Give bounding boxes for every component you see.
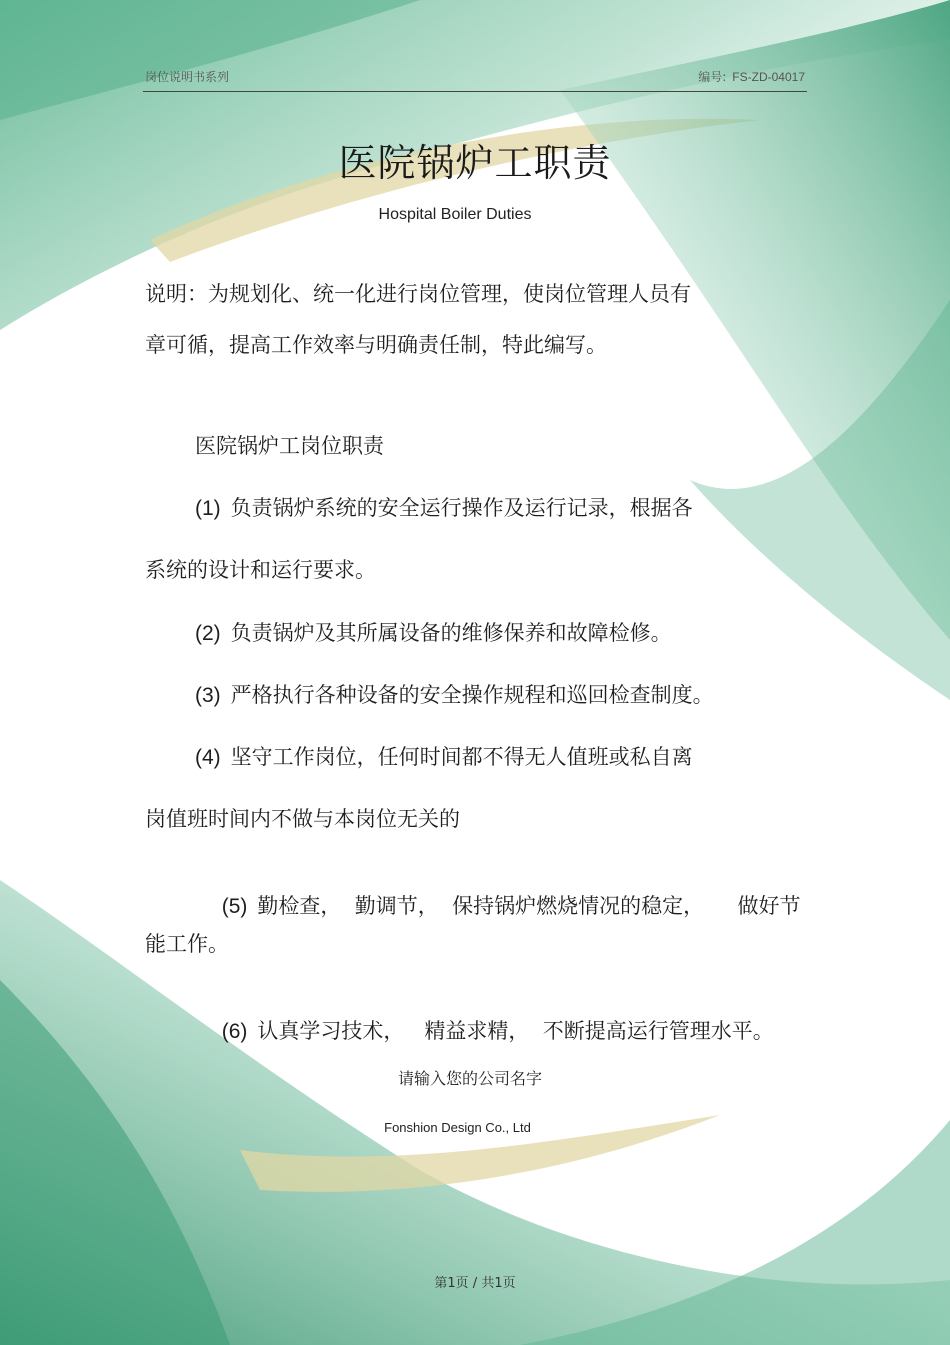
duty-item-3 [195, 679, 714, 709]
header-divider [143, 91, 807, 92]
duty-number: (6) [221, 1020, 248, 1043]
page-footer: 第1页 / 共1页 [434, 1276, 516, 1291]
intro-line-2: 章可循，提高工作效率与明确责任制，特此编写。 [145, 333, 607, 357]
duty-item-2 [195, 617, 672, 647]
duty-item-1-continued: 系统的设计和运行要求。 [145, 558, 376, 582]
document-subtitle: Hospital Boiler Duties [378, 206, 532, 223]
header-series: 岗位说明书系列 [145, 70, 230, 84]
duty-number: (4) [195, 746, 221, 769]
duty-text: 坚守工作岗位，任何时间都不得无人值班或私自离 [230, 745, 693, 769]
company-name-english: Fonshion Design Co., Ltd [384, 1120, 531, 1135]
header-code-label: 编号: [698, 70, 727, 84]
header-code [698, 68, 805, 85]
document-title: 医院锅炉工职责 [338, 141, 612, 185]
header-code-value: FS-ZD-04017 [732, 70, 805, 84]
company-name: 请输入您的公司名字 [397, 1069, 542, 1088]
duty-number: (5) [221, 895, 248, 918]
duty-item-5-continued: 能工作。 [145, 932, 229, 956]
duty-item-4 [195, 741, 693, 771]
duty-text: 负责锅炉系统的安全运行操作及运行记录，根据各 [230, 496, 693, 520]
duty-number: (1) [195, 497, 221, 520]
intro-line-1: 说明：为规划化、统一化进行岗位管理，使岗位管理人员有 [145, 282, 691, 306]
duty-text: 勤检查， 勤调节， 保持锅炉燃烧情况的稳定， 做好节 [257, 894, 801, 918]
duty-item-6 [195, 991, 774, 1069]
duty-text: 负责锅炉及其所属设备的维修保养和故障检修。 [230, 621, 672, 645]
duty-item-5 [195, 866, 800, 944]
duty-number: (2) [195, 622, 221, 645]
duty-text: 严格执行各种设备的安全操作规程和巡回检查制度。 [230, 683, 714, 707]
section-heading: 医院锅炉工岗位职责 [195, 434, 384, 458]
duty-number: (3) [195, 684, 221, 707]
duty-text: 认真学习技术， 精益求精， 不断提高运行管理水平。 [257, 1019, 774, 1043]
duty-item-4-continued: 岗值班时间内不做与本岗位无关的 [145, 807, 460, 831]
duty-item-1 [195, 492, 693, 522]
